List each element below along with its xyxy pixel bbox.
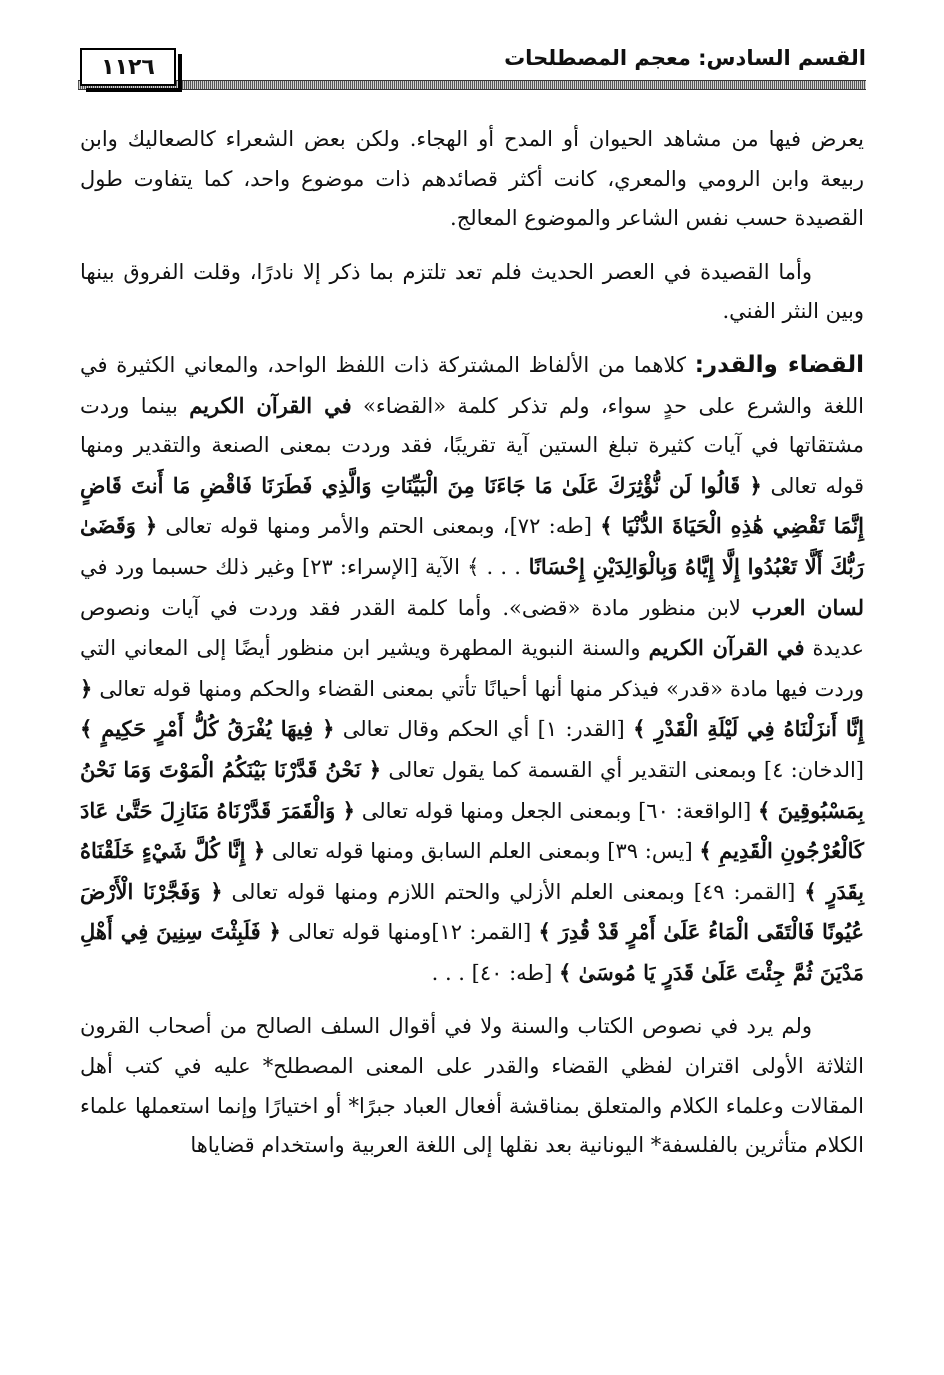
quran-verse: ﴿ قَالُوا لَن نُّؤْثِرَكَ عَلَىٰ مَا جَاءَنَا مِنَ الْبَيِّنَاتِ وَالَّذِي فَطَرَنَا فَاقْضِ مَا أَنتَ قَاضٍ إِنَّمَا تَقْضِي هَٰذِهِ الْحَيَاةَ الدُّنْيَا ﴾: [80, 472, 865, 539]
paragraph: ولم يرد في نصوص الكتاب والسنة ولا في أقوال السلف الصالح من أصحاب القرون الثلاثة الأولى اقتران لفظي القضاء والقدر على المعنى المصطلح* عليه في كتب أهل المقالات وعلماء الكلام والمتعلق بمناقشة أفعال العباد جبرًا* أو اختيارًا وإنما استعملها علماء الكلام متأثرين بالفلسفة* اليونانية بعد نقلها إلى اللغة العربية واستخدام قضاياها: [80, 1014, 864, 1158]
emphasis: لسان العرب: [751, 594, 865, 620]
quran-verse: ﴿ فِيهَا يُفْرَقُ كُلُّ أَمْرٍ حَكِيمٍ ﴾: [80, 716, 335, 742]
quran-verse: ﴿ فَلَبِثْتَ سِنِينَ فِي أَهْلِ مَدْيَنَ ثُمَّ جِئْتَ عَلَىٰ قَدَرٍ يَا مُوسَىٰ ﴾: [80, 919, 864, 985]
text-run: [الدخان: ٤] وبمعنى التقدير أي القسمة كما يقول تعالى: [381, 757, 864, 782]
page-number: ١١٢٦: [80, 48, 176, 86]
quran-verse: ﴿ نَحْنُ قَدَّرْنَا بَيْنَكُمُ الْمَوْتَ وَمَا نَحْنُ بِمَسْبُوقِينَ ﴾: [80, 756, 864, 823]
paragraph: يعرض فيها من مشاهد الحيوان أو المدح أو الهجاء. ولكن بعض الشعراء كالصعاليك وابن ربيعة وابن الرومي والمعري، كانت أكثر قصائدهم ذات موضوع واحد، كما يتفاوت طول القصيدة حسب نفس الشاعر والموضوع المعالج.: [80, 127, 864, 231]
text-run: [يس: ٣٩] وبمعنى العلم السابق ومنها قوله تعالى: [265, 839, 700, 864]
entry-qada-qadar: [80, 346, 864, 994]
text-run: [طه: ٤٠] . . .: [431, 960, 560, 985]
page-header: [78, 40, 866, 96]
text-run: [طه: ٧٢]، وبمعنى الحتم والأمر ومنها قوله تعالى: [157, 514, 601, 539]
text-run: والسنة النبوية المطهرة ويشير ابن منظور أيضًا إلى المعاني التي وردت فيها مادة «قدر» فيذكر منها أنها أحيانًا تأتي بمعنى القضاء والحكم ومنها قوله تعالى: [80, 636, 864, 701]
entry-term: القضاء والقدر:: [694, 351, 864, 378]
running-title: القسم السادس: معجم المصطلحات: [504, 46, 866, 70]
text-run: [الواقعة: ٦٠] وبمعنى الجعل ومنها قوله تعالى: [354, 798, 759, 823]
quran-verse: ﴿ وَالْقَمَرَ قَدَّرْنَاهُ مَنَازِلَ حَتَّىٰ عَادَ كَالْعُرْجُونِ الْقَدِيمِ ﴾: [80, 797, 864, 864]
quran-verse: ﴿ وَقَضَىٰ رَبُّكَ أَلَّا تَعْبُدُوا إِلَّا إِيَّاهُ وَبِالْوَالِدَيْنِ إِحْسَانًا: [80, 513, 864, 579]
body-text: [80, 120, 864, 1166]
text-run: [القدر: ١] أي الحكم وقال تعالى: [334, 717, 634, 742]
text-run: بينما وردت مشتقاتها في آيات كثيرة تبلغ الستين آية تقريبًا، فقد وردت بمعنى الصنعة والتقدير ومنها قوله تعالى: [80, 393, 865, 498]
ellipsis: . . . ﴾: [467, 554, 521, 579]
header-rule: [78, 80, 866, 90]
text-run: لابن منظور مادة «قضى». وأما كلمة القدر فقد وردت في آيات ونصوص عديدة: [80, 595, 864, 661]
quran-verse: ﴿ إِنَّا أَنزَلْنَاهُ فِي لَيْلَةِ الْقَدْرِ ﴾: [80, 675, 865, 742]
text-run: [القمر: ٤٩] وبمعنى العلم الأزلي والحتم اللازم ومنها قوله تعالى: [222, 879, 805, 904]
text-run: الآية [الإسراء: ٢٣] وغير ذلك حسبما ورد في: [80, 554, 468, 579]
quran-verse: ﴿ وَفَجَّرْنَا الْأَرْضَ عُيُونًا فَالْتَقَى الْمَاءُ عَلَىٰ أَمْرٍ قَدْ قُدِرَ ﴾: [80, 878, 865, 945]
emphasis: في القرآن الكريم: [648, 635, 805, 661]
emphasis: في القرآن الكريم: [189, 392, 352, 418]
paragraph: وأما القصيدة في العصر الحديث فلم تعد تلتزم بما ذكر إلا نادرًا، وقلت الفروق بينها وبين النثر الفني.: [80, 259, 864, 324]
text-run: [القمر: ١٢]ومنها قوله تعالى: [280, 920, 539, 945]
text-run: كلاهما من الألفاظ المشتركة ذات اللفظ الواحد، والمعاني الكثيرة في اللغة والشرع على حدٍ سواء، ولم تذكر كلمة «القضاء»: [80, 352, 865, 418]
quran-verse: ﴿ إِنَّا كُلَّ شَيْءٍ خَلَقْنَاهُ بِقَدَرٍ ﴾: [80, 838, 864, 904]
